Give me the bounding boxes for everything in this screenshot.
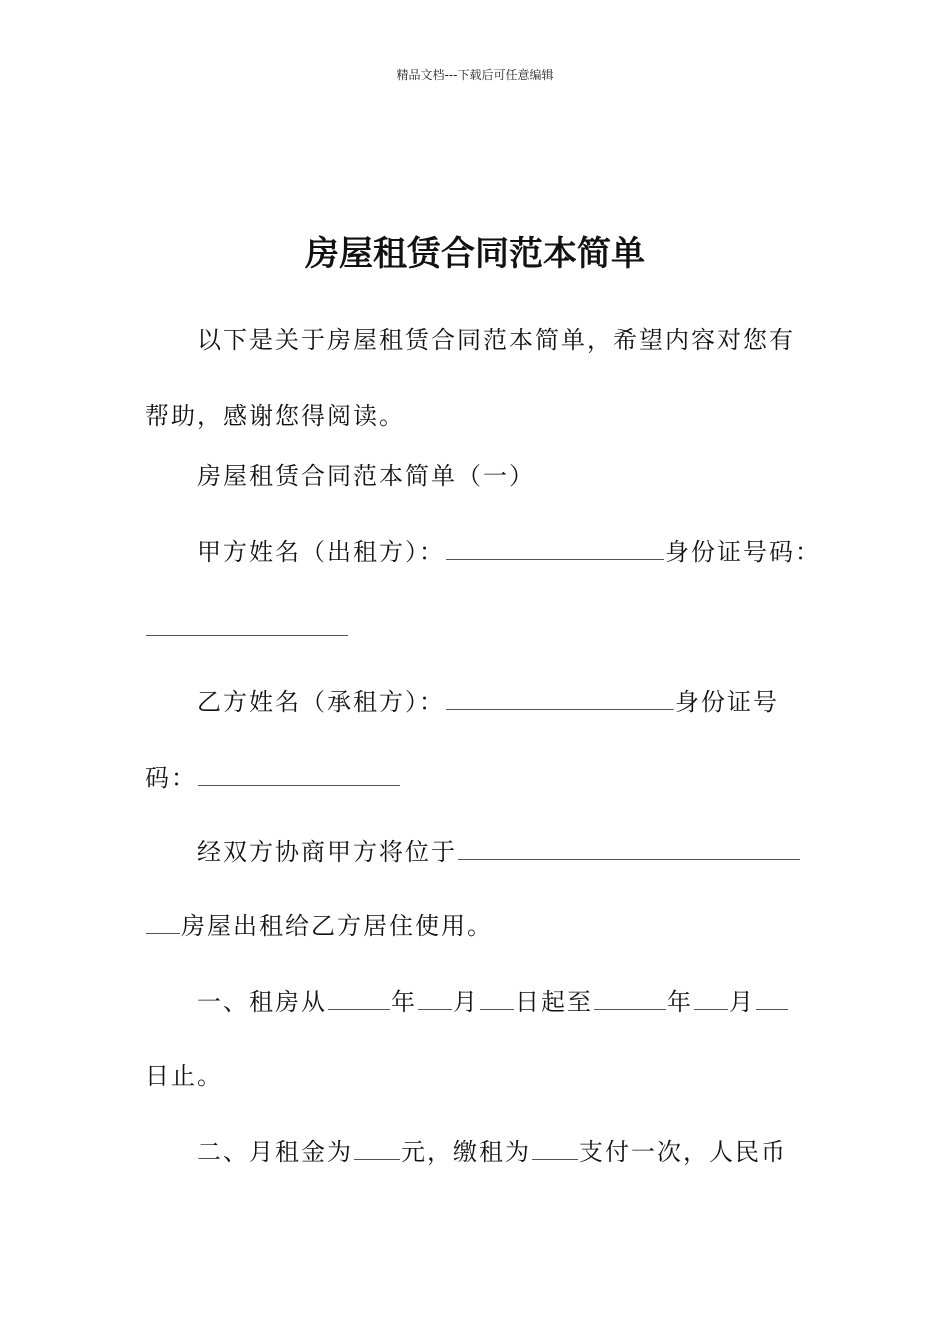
term-month: 月: [453, 988, 479, 1016]
section-heading: 房屋租赁合同范本简单（一）: [197, 462, 535, 490]
rent-period-blank[interactable]: [532, 1137, 578, 1160]
term-line: [145, 986, 877, 1018]
location-line: [145, 836, 877, 868]
party-a-id-label: 身份证号码：: [665, 538, 821, 566]
location-blank[interactable]: [458, 837, 800, 860]
location-line-2: [145, 910, 825, 942]
term-end-day-blank[interactable]: [756, 987, 788, 1010]
term-start-day-blank[interactable]: [480, 987, 514, 1010]
term-start-year-blank[interactable]: [328, 987, 390, 1010]
document-title: 房屋租赁合同范本简单: [305, 234, 645, 274]
party-a-line: [145, 536, 877, 568]
party-b-name-blank[interactable]: [446, 687, 674, 710]
intro-line-1: 以下是关于房屋租赁合同范本简单，希望内容对您有: [197, 326, 795, 354]
location-prefix: 经双方协商甲方将位于: [197, 838, 457, 866]
party-b-id-line: [145, 762, 825, 794]
party-b-id-blank[interactable]: [198, 763, 400, 786]
rent-line: [145, 1136, 877, 1168]
term-start-month-blank[interactable]: [418, 987, 452, 1010]
term-year-2: 年: [667, 988, 693, 1016]
party-a-name-blank[interactable]: [446, 537, 664, 560]
party-a-id-line: [145, 612, 825, 644]
term-year: 年: [391, 988, 417, 1016]
rent-prefix: 二、月租金为: [197, 1138, 353, 1166]
term-end-year-blank[interactable]: [594, 987, 666, 1010]
rent-suffix: 支付一次，人民币: [579, 1138, 787, 1166]
party-b-line: [145, 686, 877, 718]
location-blank-2[interactable]: [146, 911, 180, 934]
term-month-2: 月: [729, 988, 755, 1016]
rent-amount-blank[interactable]: [354, 1137, 400, 1160]
intro-line-2: 帮助，感谢您得阅读。: [145, 402, 405, 430]
page-header: 精品文档---下载后可任意编辑: [396, 68, 554, 82]
location-suffix: 房屋出租给乙方居住使用。: [181, 912, 493, 940]
party-a-label: 甲方姓名（出租方）：: [197, 538, 445, 566]
party-b-id-label-1: 身份证号: [675, 688, 779, 716]
term-day-from: 日起至: [515, 988, 593, 1016]
party-a-id-blank[interactable]: [146, 613, 348, 636]
term-end: 日止。: [145, 1062, 223, 1090]
party-b-label: 乙方姓名（承租方）：: [197, 688, 445, 716]
term-prefix: 一、租房从: [197, 988, 327, 1016]
party-b-id-label-2: 码：: [145, 764, 197, 792]
rent-unit: 元，缴租为: [401, 1138, 531, 1166]
term-end-month-blank[interactable]: [694, 987, 728, 1010]
